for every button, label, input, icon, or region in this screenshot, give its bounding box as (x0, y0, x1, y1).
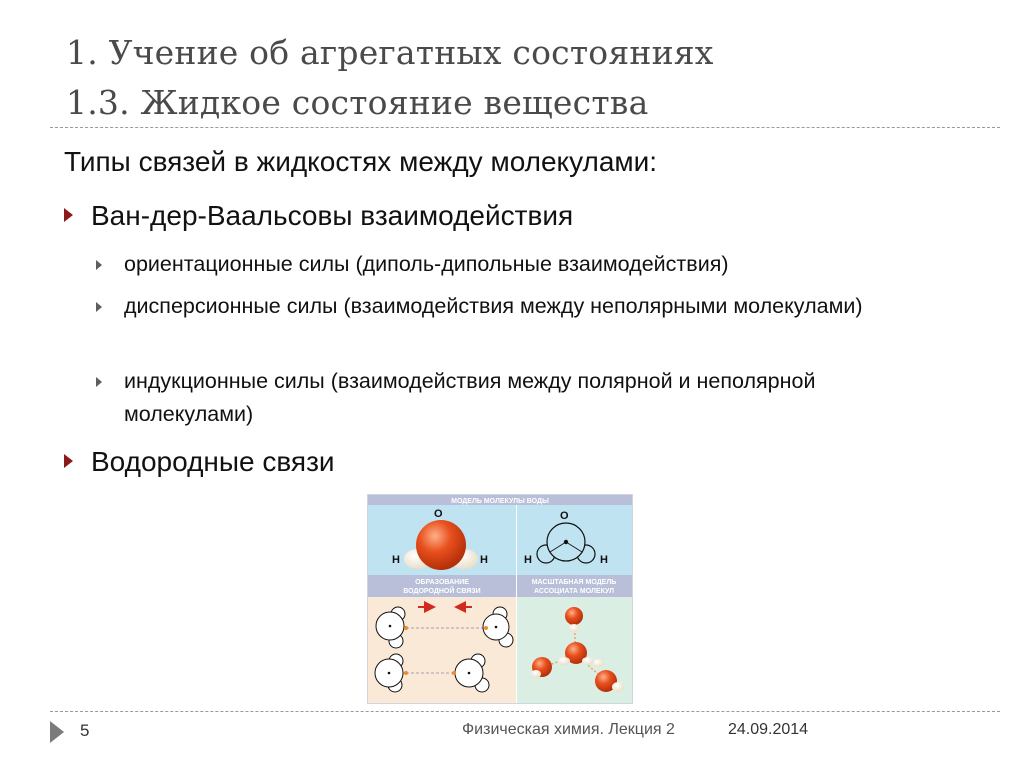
footer-course: Физическая химия. Лекция 2 (462, 721, 675, 738)
bullet-label: Ван-дер-Ваальсовы взаимодействия (91, 200, 574, 231)
footer-date: 24.09.2014 (728, 721, 809, 738)
sub-bullet-label: ориентационные силы (диполь-дипольные взаимодействия) (124, 252, 729, 276)
sub-bullet-dispersion (96, 290, 914, 323)
svg-text:H: H (524, 554, 532, 566)
footer-triangle-icon (50, 721, 64, 743)
bullet-van-der-waals (64, 200, 573, 232)
sub-bullet-arrow-icon (96, 260, 102, 270)
footer-divider (50, 711, 1000, 712)
sub-bullet-arrow-icon (96, 302, 102, 312)
sub-bullet-induction (96, 365, 914, 431)
bullet-label: Водородные связи (91, 446, 335, 477)
svg-text:МАСШТАБНАЯ МОДЕЛЬ: МАСШТАБНАЯ МОДЕЛЬ (531, 579, 617, 586)
svg-text:АССОЦИАТА МОЛЕКУЛ: АССОЦИАТА МОЛЕКУЛ (533, 588, 615, 595)
slide-title (66, 28, 714, 128)
title-line-2: 1.3. Жидкое состояние вещества (66, 83, 649, 122)
figure-header-top: МОДЕЛЬ МОЛЕКУЛЫ ВОДЫ (451, 498, 549, 505)
svg-text:H: H (392, 554, 400, 566)
svg-text:O: O (560, 510, 569, 522)
bullet-hydrogen-bonds (64, 446, 335, 478)
svg-text:ОБРАЗОВАНИЕ: ОБРАЗОВАНИЕ (415, 579, 469, 586)
title-divider (50, 127, 1000, 128)
sub-bullet-arrow-icon (96, 377, 102, 387)
svg-text:H: H (600, 554, 608, 566)
water-molecule-figure-svg (368, 495, 632, 703)
svg-text:H: H (480, 554, 488, 566)
title-line-1: 1. Учение об агрегатных состояниях (66, 33, 714, 72)
sub-bullet-orientation (96, 248, 914, 281)
svg-text:ВОДОРОДНОЙ СВЯЗИ: ВОДОРОДНОЙ СВЯЗИ (403, 588, 481, 595)
svg-text:O: O (434, 508, 443, 520)
oxygen-atom (416, 520, 466, 570)
page-number: 5 (80, 721, 90, 740)
bullet-arrow-icon (64, 454, 73, 468)
bullet-arrow-icon (64, 208, 73, 222)
intro-text: Типы связей в жидкостях между молекулами: (64, 146, 658, 177)
sub-bullet-label: индукционные силы (взаимодействия между полярной и неполярной молекулами) (124, 369, 816, 426)
water-molecule-figure (367, 494, 633, 704)
sub-bullet-label: дисперсионные силы (взаимодействия между неполярными молекулами) (124, 294, 863, 318)
